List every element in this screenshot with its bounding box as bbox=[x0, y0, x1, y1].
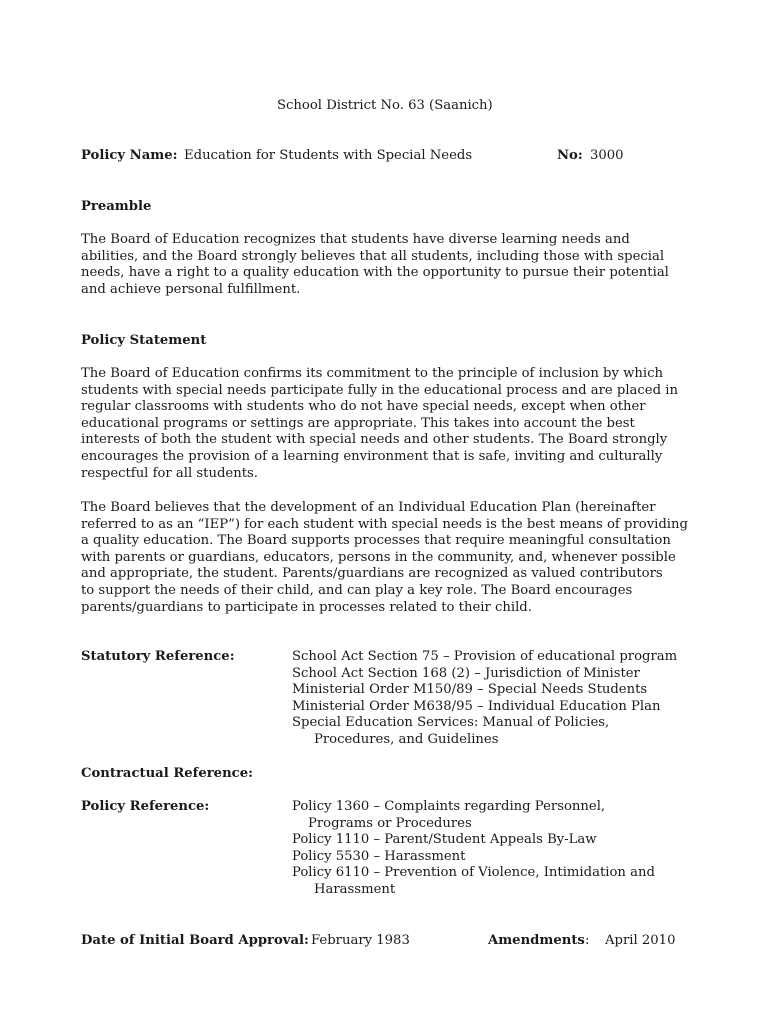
reference-item: Ministerial Order M150/89 – Special Needs Students bbox=[292, 682, 648, 698]
paragraph-line: parents/guardians to participate in processes related to their child. bbox=[81, 599, 532, 615]
reference-item-continuation: Programs or Procedures bbox=[308, 815, 472, 831]
reference-item: Policy 5530 – Harassment bbox=[292, 848, 466, 864]
preamble-paragraph bbox=[81, 232, 701, 298]
policy-name-label: Policy Name: bbox=[81, 148, 178, 163]
policy-statement-paragraph-1 bbox=[81, 366, 701, 482]
paragraph-line: encourages the provision of a learning environment that is safe, inviting and culturally bbox=[81, 448, 663, 464]
policy-number-value: 3000 bbox=[590, 148, 624, 163]
paragraph-line: regular classrooms with students who do not have special needs, except when other bbox=[81, 399, 646, 415]
policy-number-label: No: bbox=[557, 148, 583, 163]
reference-item: Policy 1360 – Complaints regarding Personnel, bbox=[292, 799, 606, 814]
policy-statement-heading: Policy Statement bbox=[81, 333, 207, 348]
approval-date-label: Date of Initial Board Approval: bbox=[81, 933, 309, 948]
reference-item: School Act Section 168 (2) – Jurisdiction of Minister bbox=[292, 665, 640, 681]
policy-reference-list bbox=[292, 799, 655, 899]
reference-item: Ministerial Order M638/95 – Individual Education Plan bbox=[292, 698, 661, 714]
paragraph-line: The Board of Education confirms its commitment to the principle of inclusion by which bbox=[81, 366, 664, 381]
reference-item: Special Education Services: Manual of Policies, bbox=[292, 715, 610, 731]
reference-item-continuation: Harassment bbox=[314, 881, 396, 897]
policy-statement-paragraph-2 bbox=[81, 500, 701, 616]
amendments-label: Amendments bbox=[488, 933, 585, 948]
paragraph-line: interests of both the student with special needs and other students. The Board strongly bbox=[81, 432, 668, 448]
reference-item: Policy 6110 – Prevention of Violence, Intimidation and bbox=[292, 865, 655, 881]
policy-reference-label: Policy Reference: bbox=[81, 799, 210, 814]
paragraph-line: respectful for all students. bbox=[81, 465, 258, 481]
reference-item: Policy 1110 – Parent/Student Appeals By-Law bbox=[292, 832, 597, 848]
paragraph-line: and achieve personal fulfillment. bbox=[81, 281, 301, 297]
paragraph-line: referred to as an “IEP”) for each student with special needs is the best means of providing bbox=[81, 516, 688, 532]
paragraph-line: to support the needs of their child, and can play a key role. The Board encourages bbox=[81, 582, 633, 598]
paragraph-line: abilities, and the Board strongly believes that all students, including those with special bbox=[81, 248, 665, 264]
reference-item-continuation: Procedures, and Guidelines bbox=[314, 731, 499, 747]
paragraph-line: with parents or guardians, educators, persons in the community, and, whenever possible bbox=[81, 549, 676, 565]
amendments-colon: : bbox=[585, 933, 590, 948]
paragraph-line: students with special needs participate fully in the educational process and are placed in bbox=[81, 382, 678, 398]
statutory-reference-list bbox=[292, 649, 677, 749]
paragraph-line: a quality education. The Board supports processes that require meaningful consultation bbox=[81, 533, 671, 549]
amendments-value: April 2010 bbox=[605, 933, 676, 948]
preamble-heading: Preamble bbox=[81, 199, 152, 214]
policy-name-value: Education for Students with Special Needs bbox=[184, 148, 473, 163]
paragraph-line: The Board believes that the development of an Individual Education Plan (hereinafter bbox=[81, 500, 656, 515]
district-title: School District No. 63 (Saanich) bbox=[277, 98, 493, 113]
paragraph-line: and appropriate, the student. Parents/guardians are recognized as valued contributors bbox=[81, 566, 663, 582]
paragraph-line: needs, have a right to a quality education with the opportunity to pursue their potential bbox=[81, 265, 669, 281]
paragraph-line: The Board of Education recognizes that students have diverse learning needs and bbox=[81, 232, 630, 247]
statutory-reference-label: Statutory Reference: bbox=[81, 649, 235, 664]
reference-item: School Act Section 75 – Provision of educational program bbox=[292, 649, 678, 664]
contractual-reference-label: Contractual Reference: bbox=[81, 766, 253, 781]
paragraph-line: educational programs or settings are appropriate. This takes into account the best bbox=[81, 415, 635, 431]
approval-date-value: February 1983 bbox=[311, 933, 410, 948]
